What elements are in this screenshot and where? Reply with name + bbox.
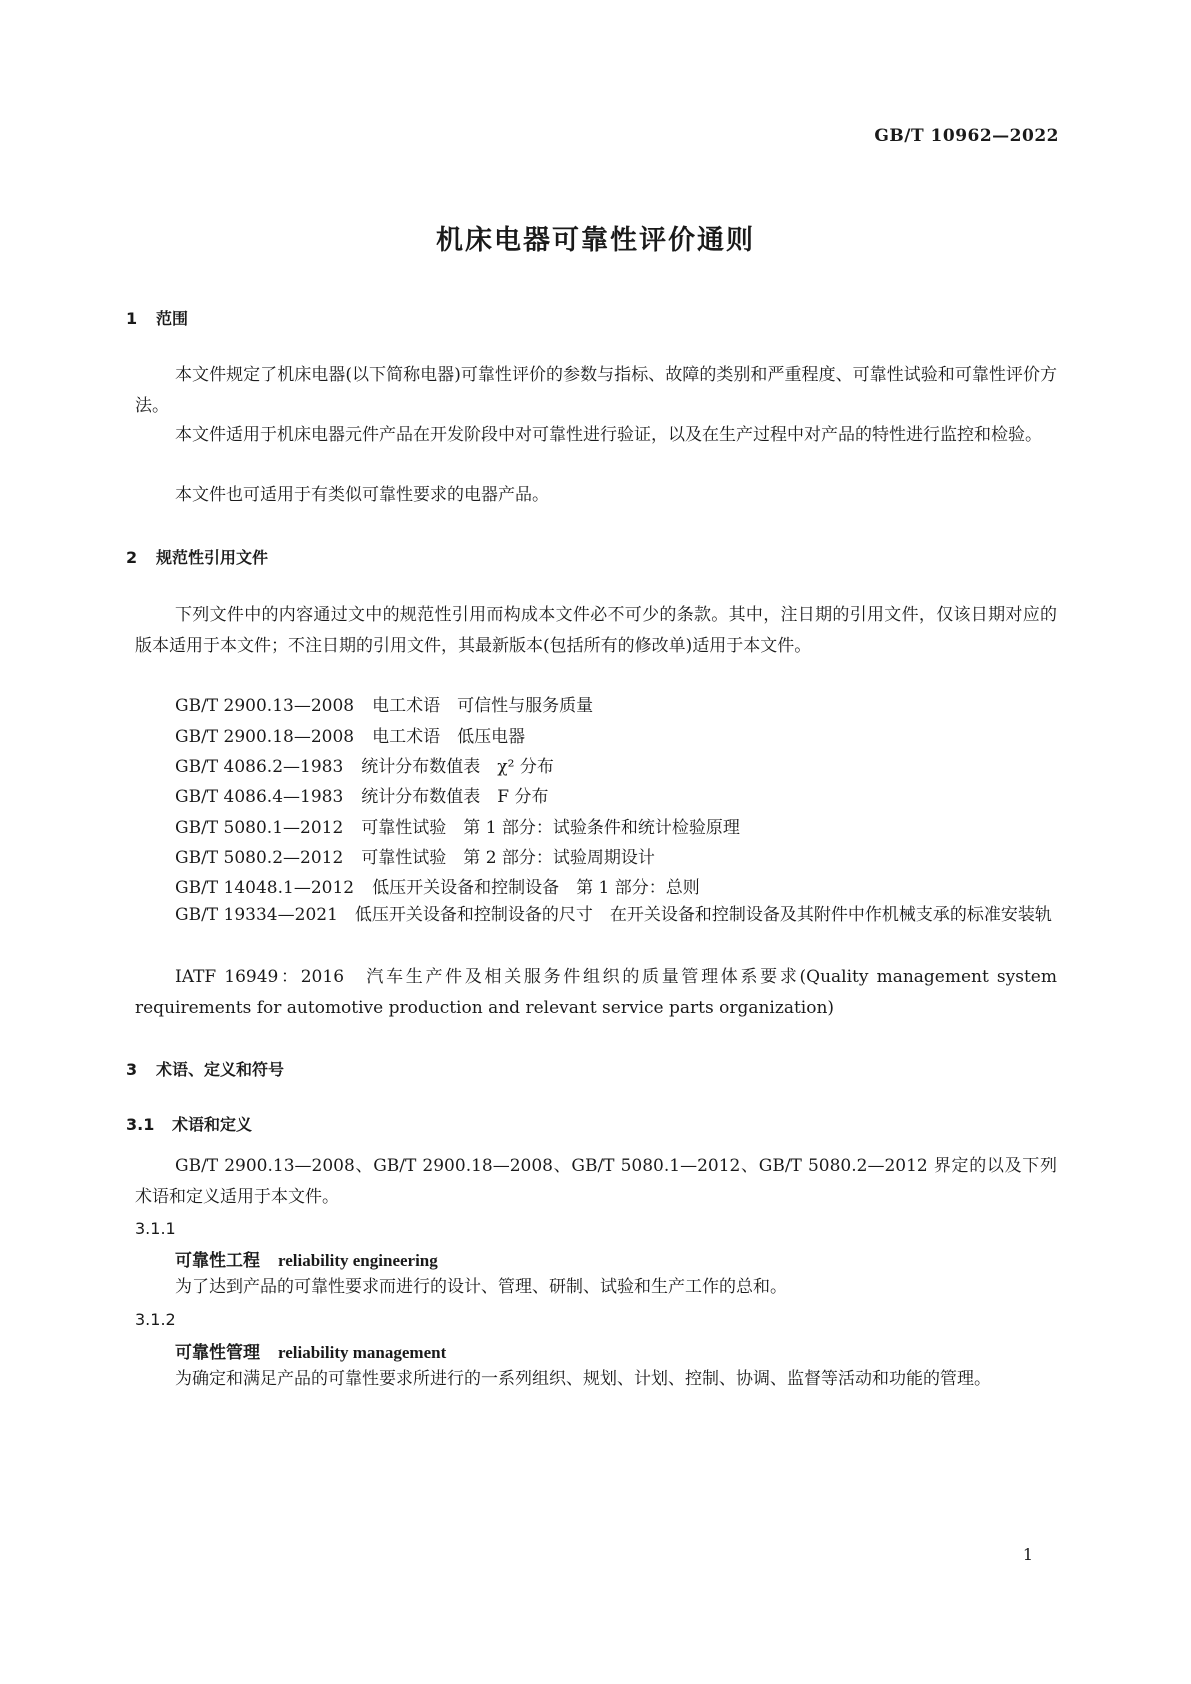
term-en: reliability management <box>278 1343 447 1362</box>
reference-code: GB/T 5080.1—2012 <box>175 818 344 838</box>
reference-item <box>175 782 549 807</box>
page-number: 1 <box>1022 1545 1033 1564</box>
reference-item <box>175 722 525 747</box>
reference-item <box>175 752 554 777</box>
reference-item <box>175 843 655 868</box>
document-title: 机床电器可靠性评价通则 <box>436 225 755 256</box>
standard-code: GB/T 10962—2022 <box>874 126 1059 146</box>
reference-code: GB/T 2900.13—2008 <box>175 696 355 716</box>
reference-code: GB/T 4086.2—1983 <box>175 757 344 777</box>
section-1-paragraph-1: 本文件规定了机床电器(以下简称电器)可靠性评价的参数与指标、故障的类别和严重程度、可靠性试验和可靠性评价方法。 <box>135 365 1057 416</box>
term-zh: 可靠性工程 <box>175 1251 260 1271</box>
reference-title: 可靠性试验 第 2 部分：试验周期设计 <box>361 848 655 868</box>
reference-title: 电工术语 可信性与服务质量 <box>372 696 594 716</box>
subsection-3-1-heading <box>126 1112 252 1135</box>
clause-number: 3.1.2 <box>135 1310 176 1329</box>
section-1-number: 1 <box>126 309 138 328</box>
section-2-heading <box>126 545 268 568</box>
reference-item <box>175 873 700 898</box>
section-1-paragraph-3: 本文件也可适用于有类似可靠性要求的电器产品。 <box>175 485 549 505</box>
section-1-heading <box>126 306 188 329</box>
term-en: reliability engineering <box>278 1251 438 1270</box>
reference-title: 电工术语 低压电器 <box>372 727 526 747</box>
subsection-3-1-number: 3.1 <box>126 1115 155 1134</box>
section-3-heading <box>126 1057 284 1080</box>
section-2-intro: 下列文件中的内容通过文中的规范性引用而构成本文件必不可少的条款。其中，注日期的引用文件，仅该日期对应的版本适用于本文件；不注日期的引用文件，其最新版本(包括所有的修改单)适用于本文件。 <box>135 605 1057 656</box>
reference-title: 统计分布数值表 χ² 分布 <box>361 757 554 777</box>
reference-item <box>175 691 593 716</box>
reference-title: 可靠性试验 第 1 部分：试验条件和统计检验原理 <box>361 818 740 838</box>
term-zh: 可靠性管理 <box>175 1343 260 1363</box>
reference-item-long: GB/T 19334—2021 低压开关设备和控制设备的尺寸 在开关设备和控制设备及其附件中作机械支承的标准安装轨 <box>175 905 1052 925</box>
section-1-title: 范围 <box>156 309 189 328</box>
subsection-3-1-intro: GB/T 2900.13—2008、GB/T 2900.18—2008、GB/T 5080.1—2012、GB/T 5080.2—2012 界定的以及下列术语和定义适用于本文件。 <box>135 1156 1057 1207</box>
term-heading <box>175 1246 438 1271</box>
term-definition: 为确定和满足产品的可靠性要求所进行的一系列组织、规划、计划、控制、协调、监督等活动和功能的管理。 <box>175 1369 991 1389</box>
section-2-number: 2 <box>126 548 138 567</box>
section-2-title: 规范性引用文件 <box>156 548 269 567</box>
subsection-3-1-title: 术语和定义 <box>172 1115 253 1134</box>
reference-title: 统计分布数值表 F 分布 <box>361 787 549 807</box>
term-definition: 为了达到产品的可靠性要求而进行的设计、管理、研制、试验和生产工作的总和。 <box>175 1277 787 1297</box>
reference-code: GB/T 5080.2—2012 <box>175 848 344 868</box>
reference-code: GB/T 4086.4—1983 <box>175 787 344 807</box>
clause-number: 3.1.1 <box>135 1219 176 1238</box>
reference-title: 低压开关设备和控制设备 第 1 部分：总则 <box>372 878 700 898</box>
reference-item-long: IATF 16949：2016 汽车生产件及相关服务件组织的质量管理体系要求(Quality management system requirements for automotive production and relevant service parts organization) <box>135 967 1057 1018</box>
section-1-paragraph-2: 本文件适用于机床电器元件产品在开发阶段中对可靠性进行验证，以及在生产过程中对产品的特性进行监控和检验。 <box>175 425 1042 445</box>
reference-item <box>175 813 740 838</box>
reference-code: GB/T 14048.1—2012 <box>175 878 355 898</box>
section-3-number: 3 <box>126 1060 138 1079</box>
section-3-title: 术语、定义和符号 <box>156 1060 285 1079</box>
reference-code: GB/T 2900.18—2008 <box>175 727 355 747</box>
term-heading <box>175 1338 446 1363</box>
